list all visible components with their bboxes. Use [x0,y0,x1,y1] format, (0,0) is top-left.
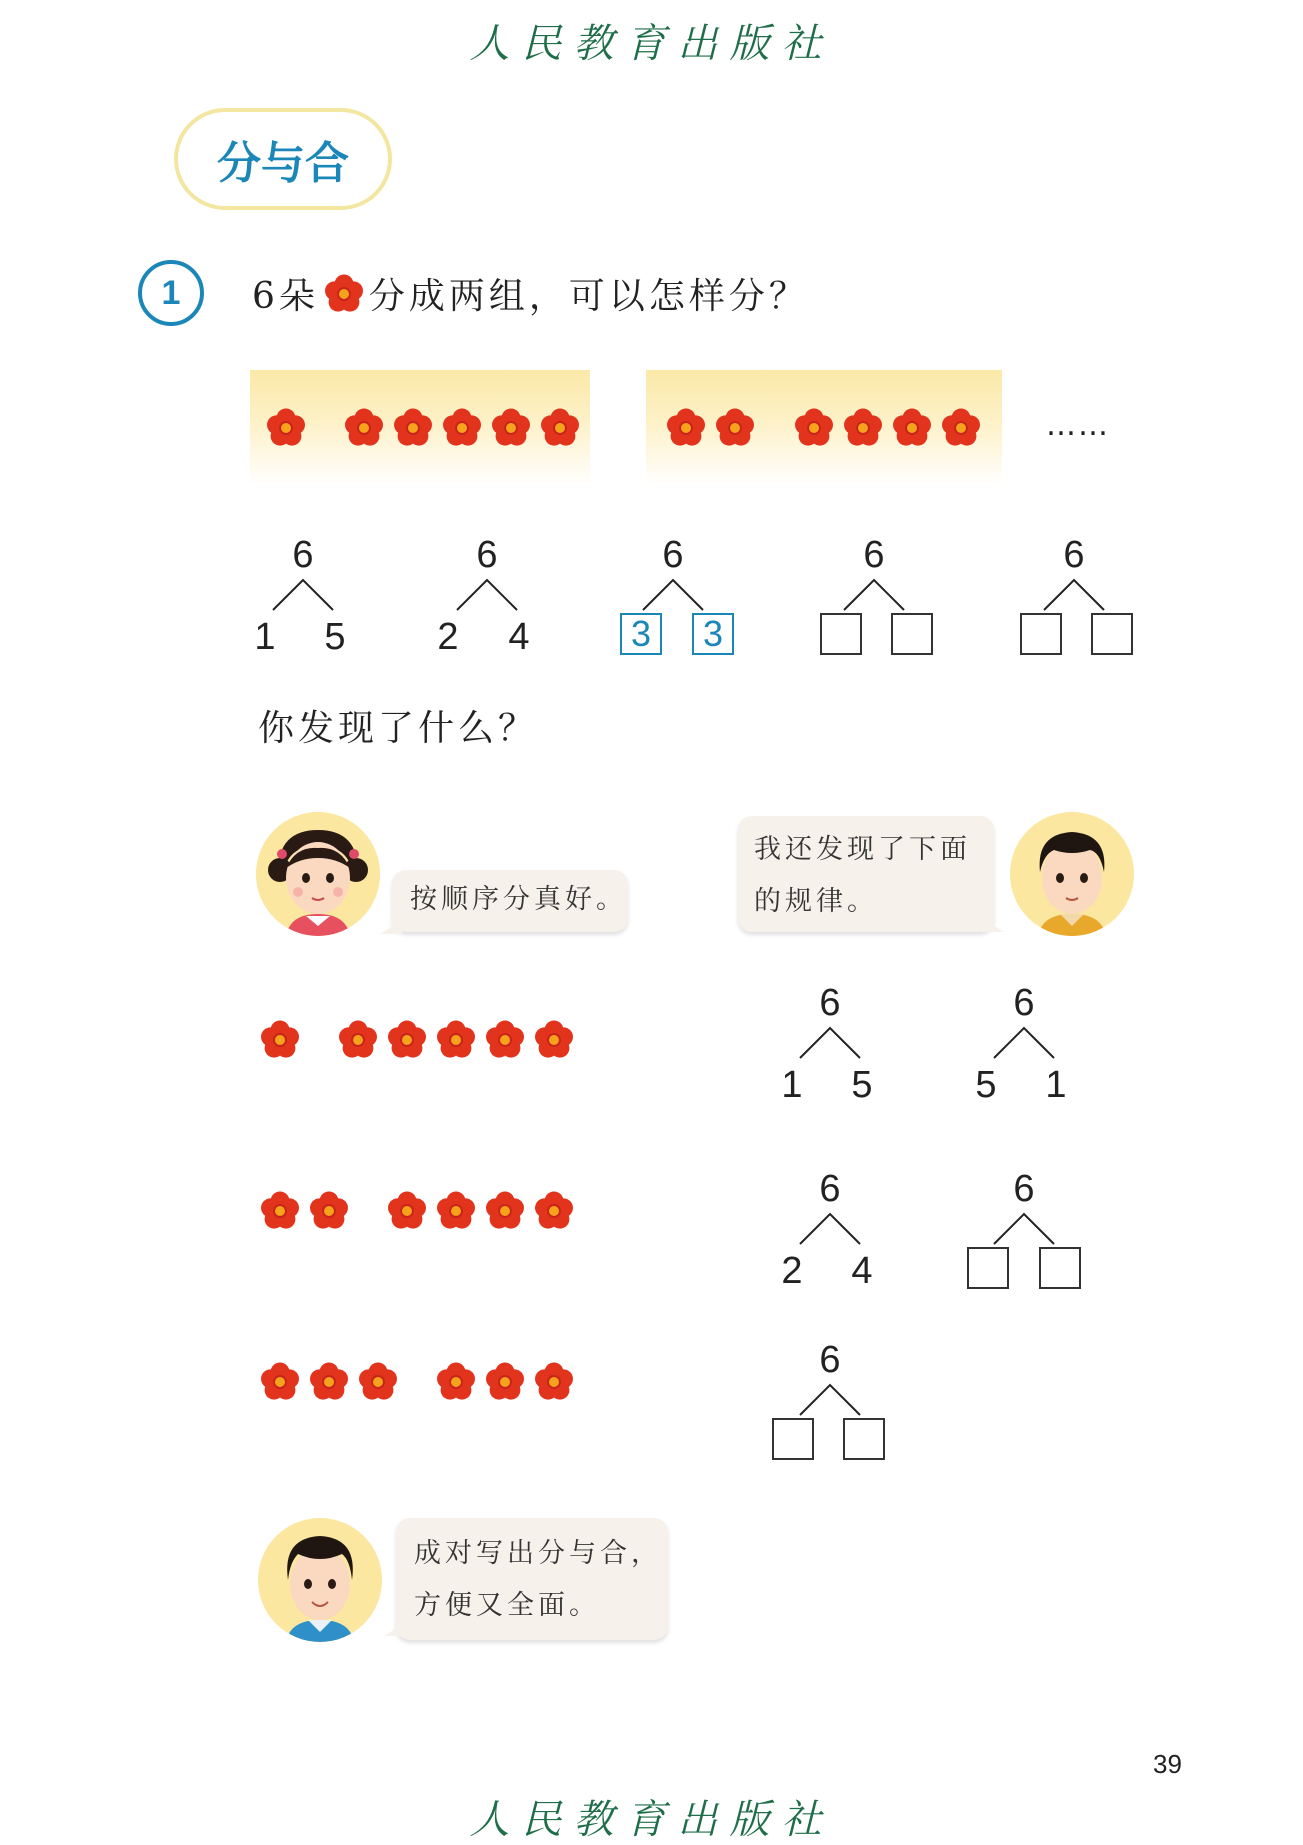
decomposition-right-box: 3 [692,613,734,655]
boy-speech-line-2: 方便又全面。 [414,1590,600,1621]
pair-total: 6 [819,1168,841,1210]
boy-speech-line-1: 成对写出分与合， [414,1538,662,1569]
pair-total: 6 [819,982,841,1024]
pair-right: 1 [1045,1064,1067,1106]
girl-speech-bubble: 按顺序分真好。 [392,870,628,932]
pair-left: 5 [975,1064,997,1106]
publisher-header: 人民教育出版社 [469,21,834,67]
ellipsis: …… [1046,408,1110,443]
question-text-before: 6朵 [252,276,319,317]
decomposition-total: 6 [292,534,314,576]
answer-box-right[interactable] [1039,1247,1081,1289]
page-number: 39 [1153,1749,1182,1779]
boy-speech-bubble-bottom [396,1518,668,1640]
publisher-footer: 人民教育出版社 [469,1797,834,1843]
boy-speech-line-1: 我还发现了下面 [754,834,971,865]
pair-right: 5 [851,1064,873,1106]
decomposition-total: 6 [662,534,684,576]
section-title: 分与合 [174,108,392,210]
question-number: 1 [138,260,204,326]
pair-right: 4 [851,1250,873,1292]
decomposition-total: 6 [476,534,498,576]
pair-left: 2 [781,1250,803,1292]
discovery-prompt: 你发现了什么？ [258,708,539,749]
boy-speech-line-2: 的规律。 [754,886,878,917]
answer-box-right[interactable] [843,1418,885,1460]
boy-avatar-bottom [258,1518,382,1642]
question-text-after: 分成两组，可以怎样分？ [368,276,809,317]
decomposition-left: 1 [254,616,276,658]
pair-total: 6 [1013,982,1035,1024]
pair-total: 6 [1013,1168,1035,1210]
bubble-tail [384,1620,408,1640]
pair-total: 6 [819,1339,841,1381]
decomposition-left: 2 [437,616,459,658]
decomposition-total: 6 [863,534,885,576]
pair-left: 1 [781,1064,803,1106]
decomposition-left-box: 3 [620,613,662,655]
answer-box-left[interactable] [772,1418,814,1460]
decomposition-total: 6 [1063,534,1085,576]
decomposition-right: 4 [508,616,530,658]
answer-box-left[interactable] [967,1247,1009,1289]
decomposition-right: 5 [324,616,346,658]
